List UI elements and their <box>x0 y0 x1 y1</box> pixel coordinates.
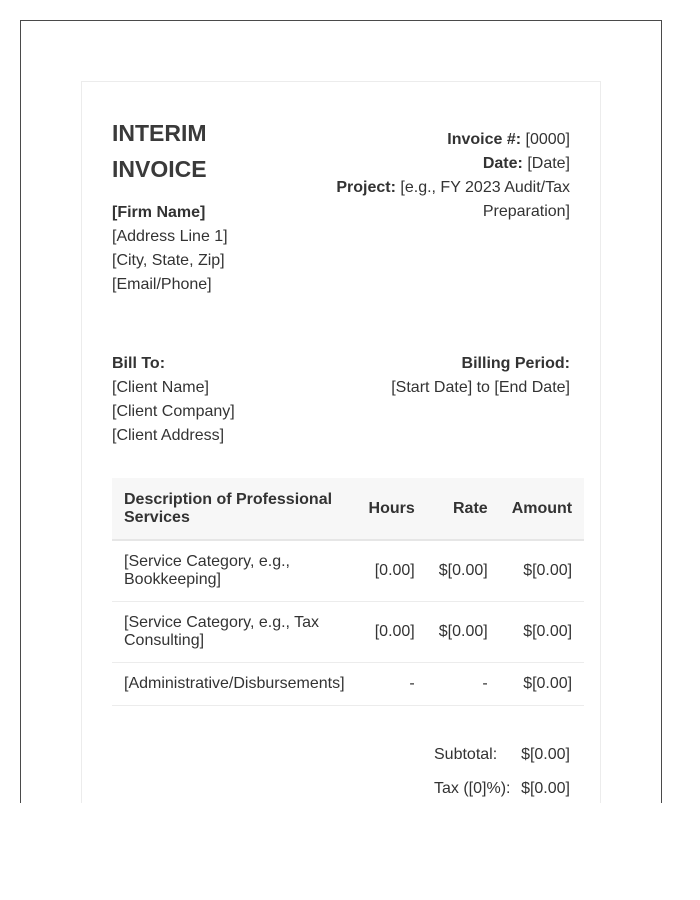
table-row <box>112 540 584 602</box>
billing-period <box>391 352 570 400</box>
table-row <box>112 602 584 663</box>
totals <box>434 738 570 803</box>
invoice-project-value: [e.g., FY 2023 Audit/Tax Preparation] <box>400 179 570 220</box>
row-rate: $[0.00] <box>427 602 500 663</box>
invoice-project-row <box>310 176 570 224</box>
tax-value: $[0.00] <box>521 780 570 797</box>
bill-to-label: Bill To: <box>112 355 166 372</box>
row-description: [Service Category, e.g., Bookkeeping] <box>112 540 357 602</box>
billing-period-label: Billing Period: <box>461 355 570 372</box>
document-frame <box>20 20 662 803</box>
row-amount: $[0.00] <box>500 602 584 663</box>
header-description: Description of Professional Services <box>112 478 357 540</box>
invoice-number-row <box>310 128 570 152</box>
table-header-row <box>112 478 584 540</box>
row-hours: [0.00] <box>357 602 427 663</box>
invoice-date-value: [Date] <box>527 155 570 172</box>
row-hours: [0.00] <box>357 540 427 602</box>
invoice-number-label: Invoice #: <box>447 131 522 148</box>
row-hours: - <box>357 663 427 706</box>
firm-info <box>112 201 228 297</box>
tax-row <box>434 772 570 803</box>
header-amount: Amount <box>500 478 584 540</box>
row-rate: - <box>427 663 500 706</box>
client-company: [Client Company] <box>112 403 235 420</box>
invoice-project-label: Project: <box>336 179 396 196</box>
invoice-card <box>81 81 601 803</box>
firm-address: [Address Line 1] <box>112 228 228 245</box>
firm-city: [City, State, Zip] <box>112 252 225 269</box>
invoice-meta <box>310 128 570 224</box>
invoice-number-value: [0000] <box>525 131 570 148</box>
services-table <box>112 478 584 706</box>
invoice-date-row <box>310 152 570 176</box>
header-rate: Rate <box>427 478 500 540</box>
row-amount: $[0.00] <box>500 540 584 602</box>
subtotal-row <box>434 738 570 772</box>
subtotal-label: Subtotal: <box>434 746 498 763</box>
row-rate: $[0.00] <box>427 540 500 602</box>
title-line-2: INVOICE <box>112 156 207 182</box>
invoice-title <box>112 115 272 187</box>
client-address: [Client Address] <box>112 427 225 444</box>
client-name: [Client Name] <box>112 379 209 396</box>
bill-to <box>112 352 235 448</box>
row-amount: $[0.00] <box>500 663 584 706</box>
invoice-date-label: Date: <box>482 155 523 172</box>
subtotal-value: $[0.00] <box>521 746 570 763</box>
firm-name: [Firm Name] <box>112 204 206 221</box>
header-hours: Hours <box>357 478 427 540</box>
table-row <box>112 663 584 706</box>
row-description: [Administrative/Disbursements] <box>112 663 357 706</box>
firm-contact: [Email/Phone] <box>112 276 212 293</box>
tax-label: Tax ([0]%): <box>434 780 511 797</box>
title-line-1: INTERIM <box>112 120 207 146</box>
row-description: [Service Category, e.g., Tax Consulting] <box>112 602 357 663</box>
billing-period-value: [Start Date] to [End Date] <box>391 379 570 396</box>
